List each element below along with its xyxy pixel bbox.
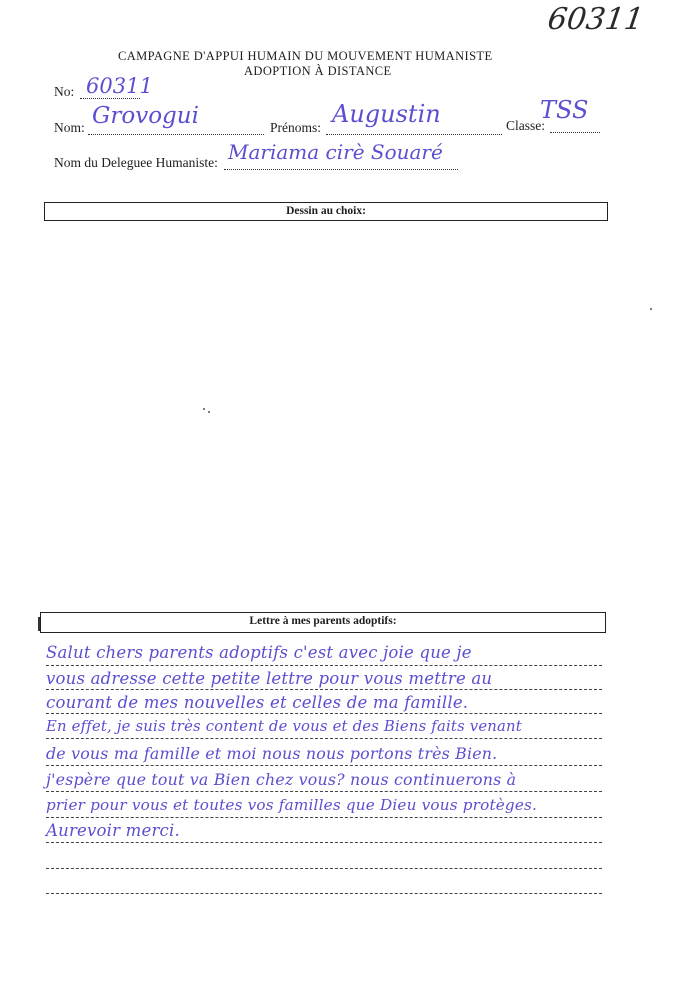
letter-line: Salut chers parents adoptifs c'est avec joie que je <box>46 643 472 662</box>
letter-line: Aurevoir merci. <box>46 821 180 840</box>
prenoms-dotted-line <box>326 134 502 135</box>
ruled-line <box>46 713 602 714</box>
no-value: 60311 <box>86 74 153 98</box>
letter-line: vous adresse cette petite lettre pour vous mettre au <box>46 669 493 688</box>
ruled-line <box>46 868 602 869</box>
scan-speck <box>203 408 205 410</box>
prenoms-label: Prénoms: <box>270 120 322 135</box>
classe-dotted-line <box>550 132 600 133</box>
ruled-line <box>46 738 602 739</box>
delegue-dotted-line <box>224 169 458 170</box>
letter-line: de vous ma famille et moi nous nous portons très Bien. <box>46 744 498 763</box>
classe-label: Classe: <box>506 118 545 133</box>
delegue-label: Nom du Deleguee Humaniste: <box>54 155 218 170</box>
ruled-line <box>46 689 602 690</box>
header-title: CAMPAGNE D'APPUI HUMAIN DU MOUVEMENT HUMANISTE <box>118 49 493 63</box>
letter-section-label: Lettre à mes parents adoptifs: <box>249 615 397 627</box>
letter-line: prier pour vous et toutes vos familles que Dieu vous protèges. <box>46 796 538 814</box>
ruled-line <box>46 817 602 818</box>
header-subtitle: ADOPTION À DISTANCE <box>244 64 392 78</box>
scan-speck <box>650 308 652 310</box>
delegue-value: Mariama cirè Souaré <box>228 140 443 164</box>
margin-mark <box>38 617 40 631</box>
letter-line: En effet, je suis très content de vous et des Biens faits venant <box>46 718 522 735</box>
ruled-line <box>46 665 602 666</box>
ruled-line <box>46 893 602 894</box>
letter-line: courant de mes nouvelles et celles de ma famille. <box>46 693 469 712</box>
corner-number: 60311 <box>545 2 646 37</box>
ruled-line <box>46 842 602 843</box>
letter-section-header <box>40 612 606 633</box>
no-dotted-line <box>80 98 140 99</box>
ruled-line <box>46 765 602 766</box>
letter-line: j'espère que tout va Bien chez vous? nous continuerons à <box>46 770 517 789</box>
drawing-section-header <box>44 202 608 221</box>
prenoms-value: Augustin <box>332 100 441 128</box>
nom-label: Nom: <box>54 120 85 135</box>
drawing-section-label: Dessin au choix: <box>286 205 366 217</box>
nom-dotted-line <box>88 134 264 135</box>
nom-value: Grovogui <box>92 103 199 129</box>
scan-speck <box>208 411 210 413</box>
ruled-line <box>46 791 602 792</box>
no-label: No: <box>54 84 75 99</box>
classe-value: TSS <box>540 96 589 124</box>
